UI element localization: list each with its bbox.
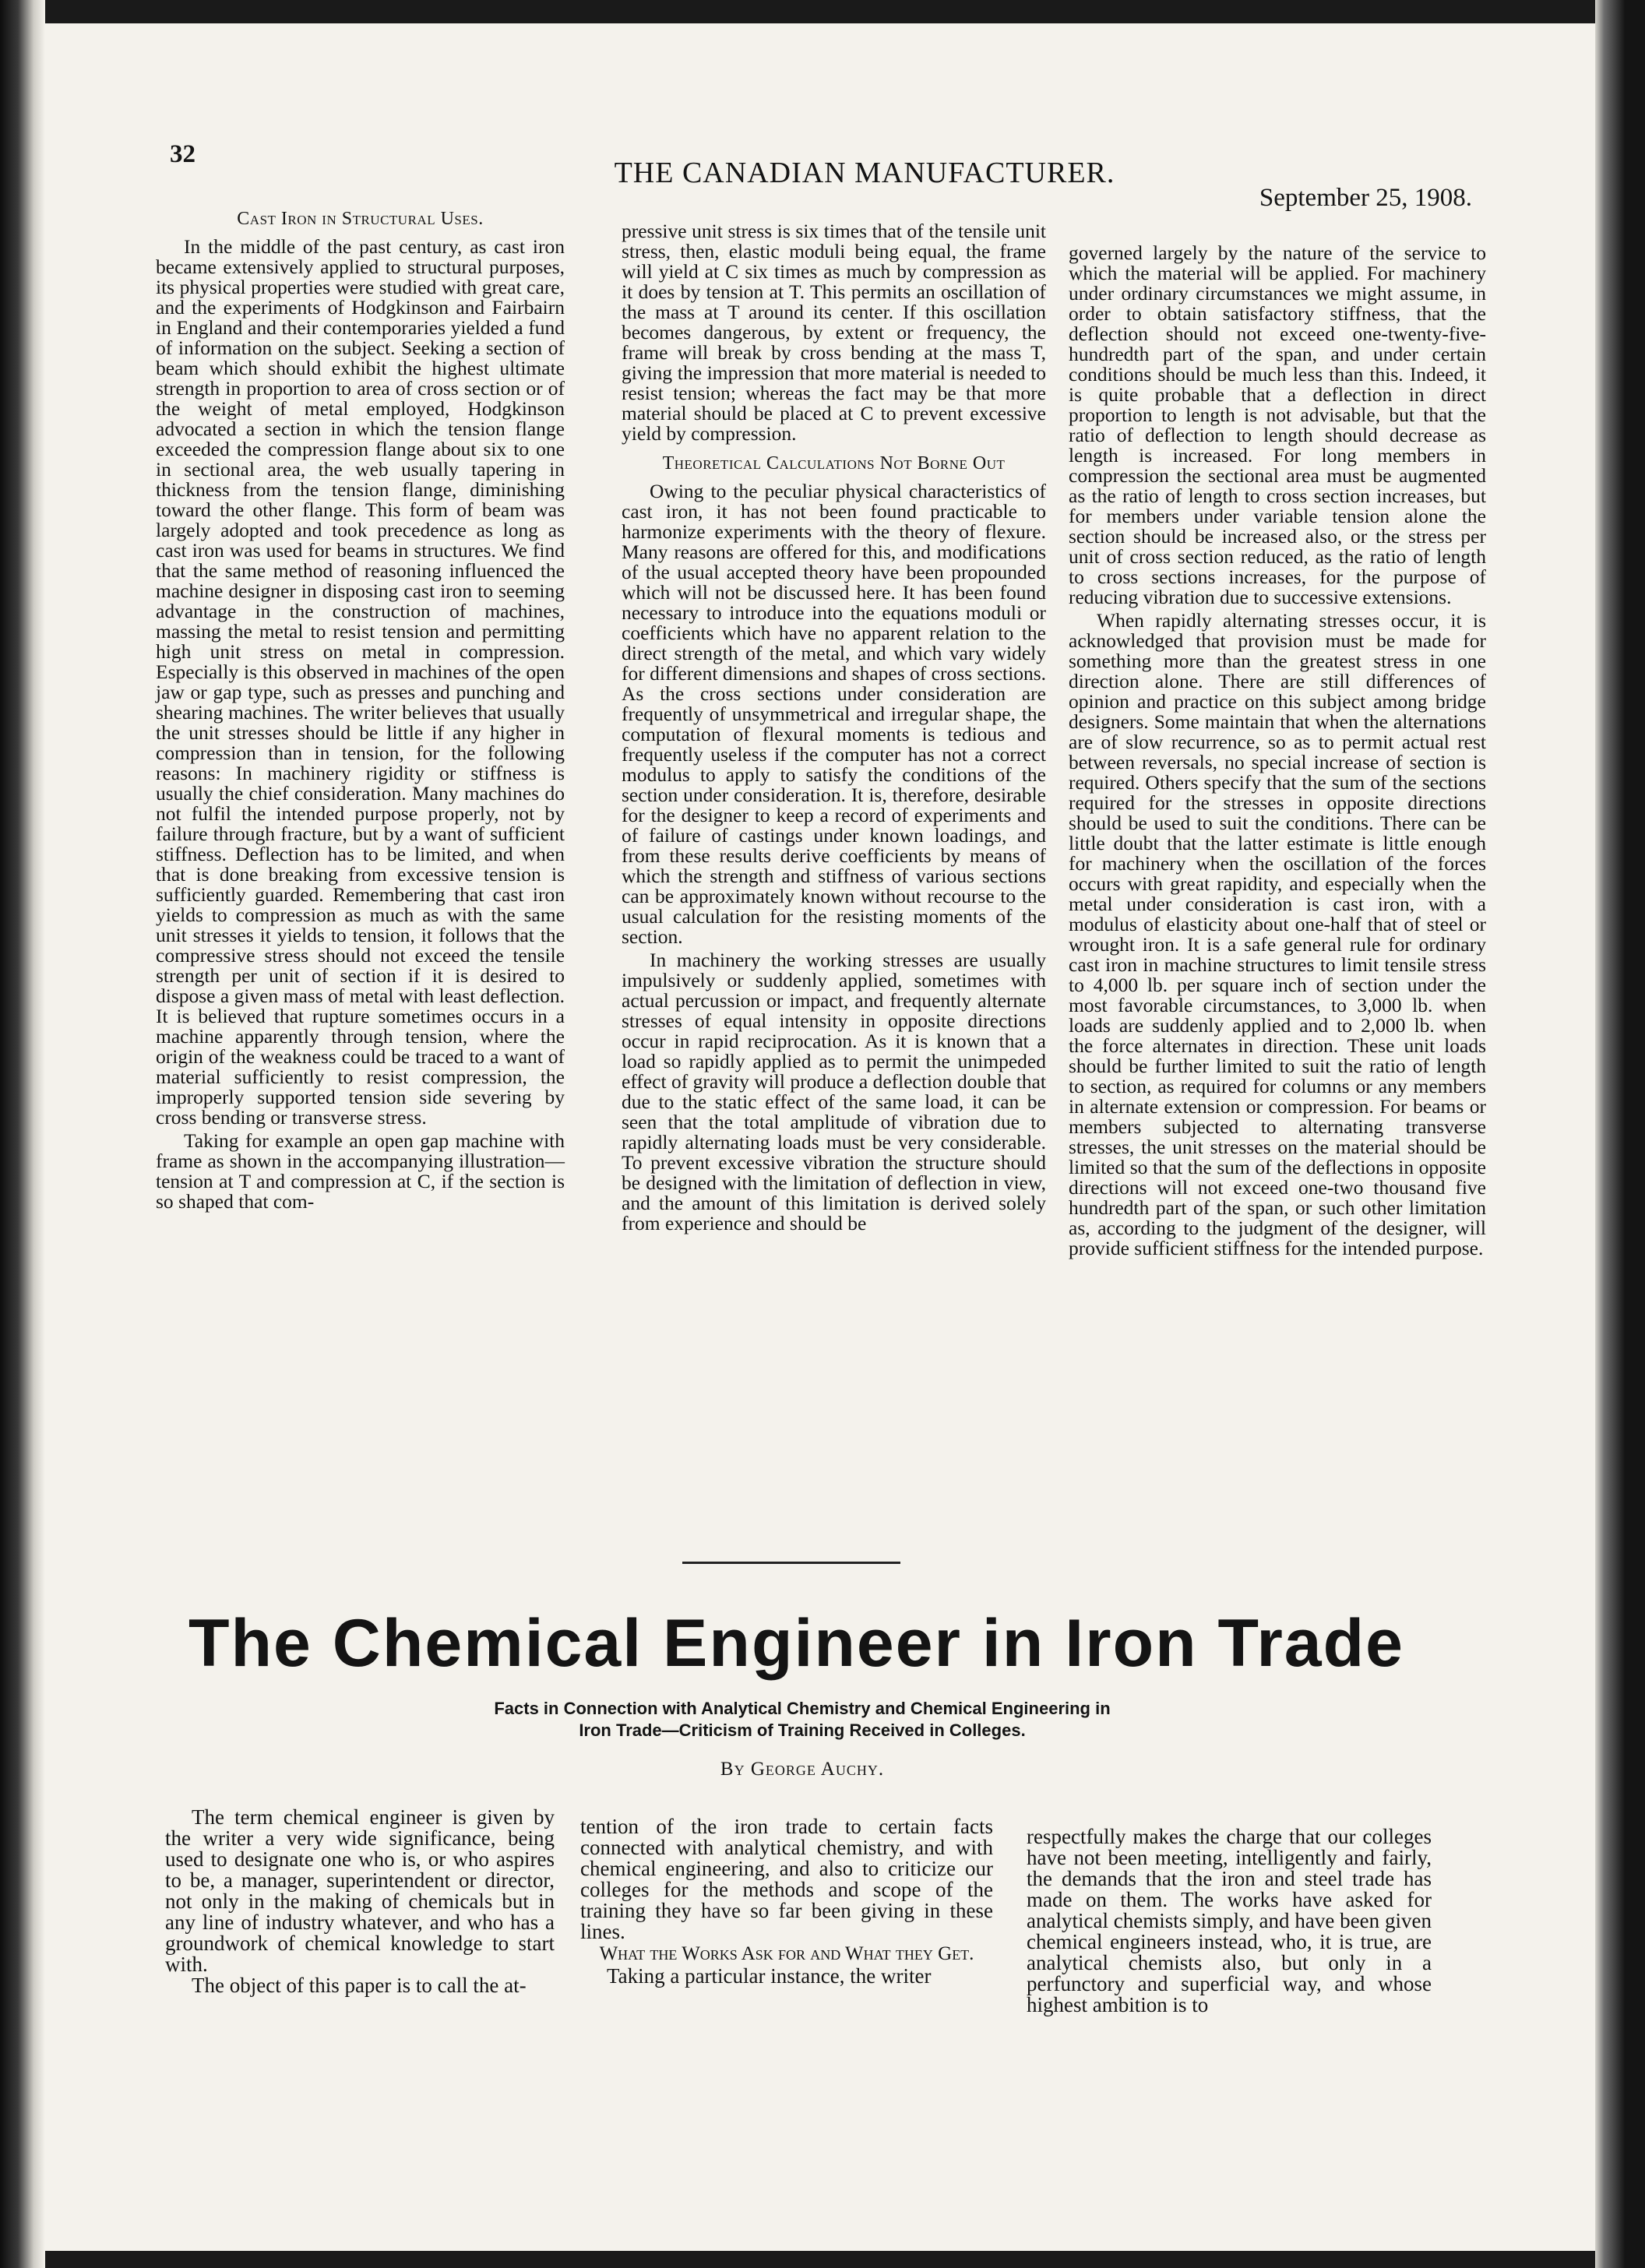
article2-paragraph: The object of this paper is to call the at- — [192, 1974, 527, 1997]
article2-deck: Facts in Connection with Analytical Chemistry and Chemical Engineering in Iron Trade—Criticism of Training Received in Colleges. — [494, 1699, 1111, 1740]
article2-column-3 — [1027, 1826, 1432, 2016]
article1-heading: Cast Iron in Structural Uses. — [237, 209, 484, 229]
scan-left-edge — [0, 0, 45, 2268]
article1-paragraph: In machinery the working stresses are usually impulsively or suddenly applied, sometimes with actual percussion or impact, and frequently alternate stresses of equal intensity in opposite directions occur in rapid reciprocation. As it is known that a load so rapidly applied as to permit the unimpeded effect of gravity will produce a deflection double that due to the static effect of the same load, it can be seen that the total amplitude of vibration due to rapidly alternating loads must be very considerable. To prevent excessive vibration the structure should be designed with the limitation of deflection in view, and the amount of this limitation is derived solely from experience and should be — [622, 949, 1046, 1234]
article1-paragraph: pressive unit stress is six times that of the tensile unit stress, then, elastic moduli being equal, the frame will yield at C six times as much by compression as it does by tension at T. This permits an oscillation of the mass at T around its center. If this oscillation becomes dangerous, by extent or frequency, the frame will break by cross bending at the mass T, giving the impression that more material is needed to resist tension; whereas the fact may be that more material should be placed at C to prevent excessive yield by compression. — [622, 220, 1046, 445]
article1-subheading: Theoretical Calculations Not Borne Out — [662, 453, 1006, 474]
article1-paragraph: governed largely by the nature of the service to which the material will be applied. For machinery under ordinary circumstances we might assume, in order to obtain satisfactory stiffness, that the deflection should not exceed one-twenty-five-hundredth part of the span, and under certain conditions should be much less than this. Indeed, it is quite probable that a deflection in direct proportion to length is not advisable, but that the ratio of deflection to length should decrease as length is increased. For long members in compression the sectional area must be augmented as the ratio of length to cross section increases, but for members under variable tension alone the section should be increased also, or the stress per unit of cross section reduced, as the ratio of length to cross sections increases, for the purpose of reducing vibration due to successive extensions. — [1069, 241, 1486, 608]
article2-headline: The Chemical Engineer in Iron Trade — [188, 1606, 1405, 1681]
article2-byline: By George Auchy. — [720, 1759, 885, 1780]
article2-paragraph: respectfully makes the charge that our colleges have not been meeting, intelligently and fairly, the demands that the iron and steel trade has made on them. The works have asked for analytical chemists simply, and have been given chemical engineers instead, who, it is true, are analytical chemists also, but only in a perfunctory and superficial way, and whose highest ambition is to — [1027, 1825, 1432, 2016]
article2-subheading: What the Works Ask for and What they Get. — [599, 1943, 974, 1964]
article2-paragraph: The term chemical engineer is given by the writer a very wide significance, being used to designate one who is, or who aspires to be, a manager, superintendent or director, not only in the making of chemicals but in any line of industry whatever, and who has a groundwork of chemical knowledge to start with. — [165, 1805, 555, 1976]
article2-column-1 — [165, 1807, 555, 1996]
article2-paragraph: tention of the iron trade to certain facts connected with analytical chemistry, and with chemical engineering, and also to criticize our colleges for the methods and scope of the training they have so far been giving in these lines. — [580, 1815, 993, 1943]
page-number: 32 — [170, 140, 195, 168]
scan-right-edge — [1595, 0, 1645, 2268]
issue-date: September 25, 1908. — [1259, 184, 1472, 212]
publication-title: THE CANADIAN MANUFACTURER. — [614, 157, 1115, 189]
article1-column-2 — [622, 221, 1046, 1234]
article1-paragraph: Taking for example an open gap machine with frame as shown in the accompanying illustration—tension at T and compression at C, if the section is so shaped that com- — [156, 1129, 565, 1213]
section-divider — [682, 1562, 900, 1564]
article1-paragraph: In the middle of the past century, as cast iron became extensively applied to structural purposes, its physical properties were studied with great care, and the experiments of Hodgkinson and Fairbairn in England and their contemporaries yielded a fund of information on the subject. Seeking a section of beam which should exhibit the highest ultimate strength in proportion to area of cross section or of the weight of metal employed, Hodgkinson advocated a section in which the tension flange exceeded the compression flange about six to one in sectional area, the web usually tapering in thickness from the tension flange, diminishing toward the other flange. This form of beam was largely adopted and took precedence as long as cast iron was used for beams in structures. We find that the same method of reasoning influenced the machine designer in disposing cast iron to seeming advantage in the construction of machines, massing the metal to resist tension and permitting high unit stress on metal in compression. Especially is this observed in machines of the open jaw or gap type, such as presses and punching and shearing machines. The writer believes that usually the unit stresses should be little if any higher in compression than in tension, for the following reasons: In machinery rigidity or stiffness is usually the chief consideration. Many machines do not fulfil the intended purpose properly, not by failure through fracture, but by a want of sufficient stiffness. Deflection has to be limited, and when that is done breaking from excessive tension is sufficiently guarded. Remembering that cast iron yields to compression as much as with the same unit stresses it yields to tension, it follows that the compressive stress should not exceed the tensile strength per unit of section if it is desired to dispose a given mass of metal with least deflection. It is believed that rupture sometimes occurs in a machine apparently through tension, where the origin of the weakness could be traced to a want of material sufficiently to resist compression, the improperly supported tension side severing by cross bending or transverse stress. — [156, 235, 565, 1129]
article1-column-1 — [156, 209, 565, 1212]
article2-column-2 — [580, 1816, 993, 1987]
article2-paragraph: Taking a particular instance, the writer — [607, 1964, 932, 1988]
article1-column-3 — [1069, 243, 1486, 1259]
article1-paragraph: When rapidly alternating stresses occur, it is acknowledged that provision must be made for something more than the greatest stress in one direction alone. There are still differences of opinion and practice on this subject among bridge designers. Some maintain that when the alternations are of slow recurrence, so as to permit actual rest between reversals, no special increase of section is required. Others specify that the sum of the sections required for the stresses in opposite directions should be used to suit the conditions. There can be little doubt that the latter estimate is little enough for machinery when the oscillation of the forces occurs with great rapidity, and especially when the metal under consideration is cast iron, with a modulus of elasticity about one-half that of steel or wrought iron. It is a safe general rule for ordinary cast iron in machine structures to limit tensile stress to 4,000 lb. per square inch of section under the most favorable circumstances, to 3,000 lb. when loads are suddenly applied and to 2,000 lb. when the force alternates in direction. These unit loads should be further limited to suit the ratio of length to section, as required for columns or any members in alternate extension or compression. For beams or members subjected to alternating transverse stresses, the unit stresses on the material should be limited so that the sum of the deflections in opposite directions will not exceed one-two thousand five hundredth part of the span, or such other limitation as, according to the judgment of the designer, will provide sufficient stiffness for the intended purpose. — [1069, 609, 1486, 1259]
article1-paragraph: Owing to the peculiar physical characteristics of cast iron, it has not been found practicable to harmonize experiments with the theory of flexure. Many reasons are offered for this, and modifications of the usual accepted theory have been propounded which will not be discussed here. It has been found necessary to introduce into the equations moduli or coefficients which have no apparent relation to the direct strength of the metal, and which vary widely for different dimensions and shapes of cross sections. As the cross sections under consideration are frequently of unsymmetrical and irregular shape, the computation of flexural moments is tedious and frequently useless if the computer has not a correct modulus to apply to satisfy the conditions of the section under consideration. It is, therefore, desirable for the designer to keep a record of experiments and of failure of castings under known loadings, and from these results derive coefficients by means of which the strength and stiffness of various sections can be approximately known without recourse to the usual calculation for the resisting moments of the section. — [622, 480, 1046, 948]
